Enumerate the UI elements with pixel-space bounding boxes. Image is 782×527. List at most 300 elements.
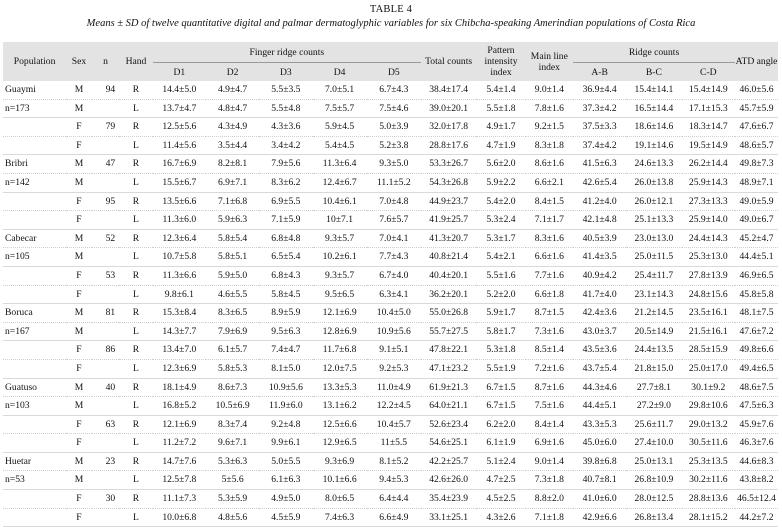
value-cell: 7.1±5.9	[259, 211, 312, 230]
population-cell: Guaymi	[3, 81, 66, 99]
sex-cell: M	[66, 99, 92, 118]
population-cell: Huetar	[3, 452, 66, 471]
value-cell: 30.2±11.6	[682, 471, 735, 490]
population-cell	[3, 192, 66, 211]
header-d1: D1	[153, 63, 206, 82]
value-cell: 9.1±5.1	[367, 341, 421, 360]
value-cell: 8.7±1.5	[526, 304, 573, 323]
n-cell: 81	[92, 304, 119, 323]
value-cell: 11.3±6.0	[153, 211, 206, 230]
value-cell: 4.5±5.9	[259, 508, 312, 527]
table-row	[3, 322, 778, 341]
value-cell: 49.8±6.6	[735, 341, 778, 360]
value-cell: 4.6±5.5	[206, 285, 259, 304]
n-cell: 95	[92, 192, 119, 211]
value-cell: 41.7±4.0	[573, 285, 626, 304]
value-cell: 11.0±4.9	[367, 378, 421, 397]
value-cell: 5.9±6.3	[206, 211, 259, 230]
hand-cell: L	[119, 248, 153, 267]
value-cell: 49.8±7.3	[735, 155, 778, 174]
value-cell: 9.0±1.4	[526, 81, 573, 99]
value-cell: 11.3±6.6	[153, 266, 206, 285]
value-cell: 12.1±6.9	[313, 304, 367, 323]
table-row	[3, 155, 778, 174]
value-cell: 8.0±6.5	[313, 490, 367, 509]
hand-cell: L	[119, 471, 153, 490]
value-cell: 25.1±13.3	[626, 211, 681, 230]
sex-cell: F	[66, 341, 92, 360]
table-row	[3, 211, 778, 230]
population-cell: n=53	[3, 471, 66, 490]
value-cell: 10.4±6.1	[313, 192, 367, 211]
sex-cell: F	[66, 415, 92, 434]
header-hand: Hand	[119, 42, 153, 81]
n-cell	[92, 173, 119, 192]
value-cell: 49.0±6.7	[735, 211, 778, 230]
value-cell: 40.8±21.4	[421, 248, 476, 267]
sex-cell: M	[66, 155, 92, 174]
value-cell: 46.3±7.6	[735, 434, 778, 453]
n-cell: 30	[92, 490, 119, 509]
value-cell: 7.2±1.6	[526, 359, 573, 378]
value-cell: 37.3±4.2	[573, 99, 626, 118]
value-cell: 6.9±1.6	[526, 434, 573, 453]
header-d5: D5	[367, 63, 421, 82]
header-bc: B-C	[626, 63, 681, 82]
hand-cell: L	[119, 285, 153, 304]
value-cell: 15.3±8.4	[153, 304, 206, 323]
value-cell: 4.7±1.9	[476, 136, 525, 155]
value-cell: 38.4±17.4	[421, 81, 476, 99]
value-cell: 20.5±14.9	[626, 322, 681, 341]
header-ridge-counts: Ridge counts	[573, 42, 735, 63]
value-cell: 6.6±1.8	[526, 285, 573, 304]
table-row	[3, 508, 778, 527]
value-cell: 41.9±25.7	[421, 211, 476, 230]
table-title: TABLE 4	[369, 4, 413, 15]
value-cell: 5.5±3.5	[259, 81, 312, 99]
value-cell: 7.7±1.6	[526, 266, 573, 285]
value-cell: 9.3±5.0	[367, 155, 421, 174]
value-cell: 23.0±13.0	[626, 229, 681, 248]
value-cell: 10.0±6.8	[153, 508, 206, 527]
table-row	[3, 285, 778, 304]
value-cell: 4.8±4.7	[206, 99, 259, 118]
value-cell: 8.4±1.5	[526, 192, 573, 211]
value-cell: 8.3±6.5	[206, 304, 259, 323]
value-cell: 13.4±7.0	[153, 341, 206, 360]
value-cell: 9.9±6.1	[259, 434, 312, 453]
header-n: n	[92, 42, 119, 81]
value-cell: 33.1±25.1	[421, 508, 476, 527]
value-cell: 44.4±5.1	[735, 248, 778, 267]
value-cell: 24.8±15.6	[682, 285, 735, 304]
value-cell: 6.1±5.7	[206, 341, 259, 360]
value-cell: 12.0±7.5	[313, 359, 367, 378]
hand-cell: L	[119, 359, 153, 378]
value-cell: 7.4±4.7	[259, 341, 312, 360]
table-row	[3, 471, 778, 490]
value-cell: 37.4±4.2	[573, 136, 626, 155]
value-cell: 8.2±8.1	[206, 155, 259, 174]
value-cell: 4.5±2.5	[476, 490, 525, 509]
value-cell: 7.5±1.6	[526, 397, 573, 416]
value-cell: 5.8±4.5	[259, 285, 312, 304]
value-cell: 5.1±2.4	[476, 452, 525, 471]
value-cell: 28.8±17.6	[421, 136, 476, 155]
value-cell: 46.0±5.6	[735, 81, 778, 99]
value-cell: 8.1±5.2	[367, 452, 421, 471]
value-cell: 43.3±5.3	[573, 415, 626, 434]
hand-cell: R	[119, 192, 153, 211]
data-table	[3, 42, 778, 527]
value-cell: 5.8±5.4	[206, 229, 259, 248]
header-ab: A-B	[573, 63, 626, 82]
value-cell: 10.1±6.6	[313, 471, 367, 490]
value-cell: 9.2±1.5	[526, 118, 573, 137]
population-cell	[3, 341, 66, 360]
value-cell: 7.0±4.1	[367, 229, 421, 248]
value-cell: 35.4±23.9	[421, 490, 476, 509]
n-cell: 40	[92, 378, 119, 397]
value-cell: 6.4±4.4	[367, 490, 421, 509]
value-cell: 7.6±5.7	[367, 211, 421, 230]
value-cell: 42.6±5.4	[573, 173, 626, 192]
population-cell	[3, 118, 66, 137]
n-cell	[92, 471, 119, 490]
value-cell: 24.6±13.3	[626, 155, 681, 174]
value-cell: 45.7±5.9	[735, 99, 778, 118]
value-cell: 49.0±5.9	[735, 192, 778, 211]
value-cell: 5.3±1.8	[476, 341, 525, 360]
value-cell: 27.8±13.9	[682, 266, 735, 285]
value-cell: 10±7.1	[313, 211, 367, 230]
population-cell: Cabecar	[3, 229, 66, 248]
value-cell: 14.4±5.0	[153, 81, 206, 99]
value-cell: 61.9±21.3	[421, 378, 476, 397]
value-cell: 8.1±5.0	[259, 359, 312, 378]
value-cell: 45.0±6.0	[573, 434, 626, 453]
value-cell: 12.5±6.6	[313, 415, 367, 434]
value-cell: 8.9±5.9	[259, 304, 312, 323]
value-cell: 7.3±1.6	[526, 322, 573, 341]
value-cell: 7.0±5.1	[313, 81, 367, 99]
value-cell: 8.4±1.4	[526, 415, 573, 434]
population-cell	[3, 359, 66, 378]
value-cell: 44.4±5.1	[573, 397, 626, 416]
value-cell: 7.9±5.6	[259, 155, 312, 174]
value-cell: 23.5±16.1	[682, 304, 735, 323]
hand-cell: R	[119, 81, 153, 99]
value-cell: 25.4±11.7	[626, 266, 681, 285]
population-cell	[3, 136, 66, 155]
sex-cell: F	[66, 136, 92, 155]
value-cell: 7.3±1.8	[526, 471, 573, 490]
population-cell	[3, 434, 66, 453]
value-cell: 5.5±4.8	[259, 99, 312, 118]
value-cell: 25.0±13.1	[626, 452, 681, 471]
value-cell: 5.9±2.2	[476, 173, 525, 192]
value-cell: 18.1±4.9	[153, 378, 206, 397]
value-cell: 7.1±1.8	[526, 508, 573, 527]
value-cell: 30.5±11.6	[682, 434, 735, 453]
population-cell: n=103	[3, 397, 66, 416]
n-cell: 86	[92, 341, 119, 360]
value-cell: 11.7±6.8	[313, 341, 367, 360]
sex-cell: M	[66, 173, 92, 192]
value-cell: 36.2±20.1	[421, 285, 476, 304]
value-cell: 29.0±13.2	[682, 415, 735, 434]
value-cell: 13.3±5.3	[313, 378, 367, 397]
value-cell: 54.6±25.1	[421, 434, 476, 453]
value-cell: 39.0±20.1	[421, 99, 476, 118]
table-row	[3, 378, 778, 397]
value-cell: 10.9±5.6	[367, 322, 421, 341]
value-cell: 42.6±26.0	[421, 471, 476, 490]
value-cell: 3.5±4.4	[206, 136, 259, 155]
value-cell: 5.0±3.9	[367, 118, 421, 137]
n-cell: 79	[92, 118, 119, 137]
value-cell: 12.5±7.8	[153, 471, 206, 490]
hand-cell: L	[119, 322, 153, 341]
value-cell: 7.8±1.6	[526, 99, 573, 118]
value-cell: 8.3±7.4	[206, 415, 259, 434]
value-cell: 45.8±5.8	[735, 285, 778, 304]
value-cell: 41.4±3.5	[573, 248, 626, 267]
value-cell: 47.8±22.1	[421, 341, 476, 360]
header-d2: D2	[206, 63, 259, 82]
population-cell	[3, 415, 66, 434]
value-cell: 26.0±13.8	[626, 173, 681, 192]
value-cell: 46.5±12.4	[735, 490, 778, 509]
value-cell: 5.5±1.8	[476, 99, 525, 118]
value-cell: 5.8±1.7	[476, 322, 525, 341]
value-cell: 7.7±4.3	[367, 248, 421, 267]
population-cell	[3, 211, 66, 230]
value-cell: 26.8±10.9	[626, 471, 681, 490]
value-cell: 12.3±6.9	[153, 359, 206, 378]
sex-cell: F	[66, 490, 92, 509]
sex-cell: M	[66, 81, 92, 99]
header-sex: Sex	[66, 42, 92, 81]
value-cell: 19.1±14.6	[626, 136, 681, 155]
value-cell: 6.6±2.1	[526, 173, 573, 192]
value-cell: 11.1±5.2	[367, 173, 421, 192]
value-cell: 24.4±14.3	[682, 229, 735, 248]
value-cell: 11.2±7.2	[153, 434, 206, 453]
value-cell: 6.6±1.6	[526, 248, 573, 267]
population-cell: n=167	[3, 322, 66, 341]
value-cell: 27.4±10.0	[626, 434, 681, 453]
value-cell: 48.1±7.5	[735, 304, 778, 323]
n-cell	[92, 248, 119, 267]
n-cell	[92, 359, 119, 378]
value-cell: 12.3±6.4	[153, 229, 206, 248]
hand-cell: R	[119, 118, 153, 137]
value-cell: 5.9±1.7	[476, 304, 525, 323]
value-cell: 8.3±6.2	[259, 173, 312, 192]
n-cell	[92, 211, 119, 230]
value-cell: 44.9±23.7	[421, 192, 476, 211]
value-cell: 4.3±4.9	[206, 118, 259, 137]
value-cell: 41.2±4.0	[573, 192, 626, 211]
hand-cell: L	[119, 211, 153, 230]
value-cell: 5±5.6	[206, 471, 259, 490]
value-cell: 10.4±5.7	[367, 415, 421, 434]
population-cell: n=105	[3, 248, 66, 267]
hand-cell: R	[119, 452, 153, 471]
value-cell: 9.5±6.5	[313, 285, 367, 304]
value-cell: 15.4±14.9	[682, 81, 735, 99]
population-cell	[3, 285, 66, 304]
hand-cell: R	[119, 415, 153, 434]
value-cell: 36.9±4.4	[573, 81, 626, 99]
value-cell: 7.5±5.7	[313, 99, 367, 118]
value-cell: 19.5±14.9	[682, 136, 735, 155]
value-cell: 40.5±3.9	[573, 229, 626, 248]
value-cell: 26.0±12.1	[626, 192, 681, 211]
value-cell: 7.1±1.7	[526, 211, 573, 230]
table-row	[3, 99, 778, 118]
value-cell: 25.0±11.5	[626, 248, 681, 267]
value-cell: 13.1±6.2	[313, 397, 367, 416]
value-cell: 27.3±13.3	[682, 192, 735, 211]
table-row	[3, 434, 778, 453]
sex-cell: F	[66, 118, 92, 137]
hand-cell: R	[119, 266, 153, 285]
value-cell: 11.9±6.0	[259, 397, 312, 416]
value-cell: 12.2±4.5	[367, 397, 421, 416]
sex-cell: F	[66, 285, 92, 304]
value-cell: 10.9±5.6	[259, 378, 312, 397]
value-cell: 18.6±14.6	[626, 118, 681, 137]
population-cell	[3, 266, 66, 285]
value-cell: 9.6±7.1	[206, 434, 259, 453]
sex-cell: M	[66, 397, 92, 416]
value-cell: 5.3±6.3	[206, 452, 259, 471]
value-cell: 5.4±2.1	[476, 248, 525, 267]
value-cell: 27.2±9.0	[626, 397, 681, 416]
value-cell: 11.1±7.3	[153, 490, 206, 509]
value-cell: 8.6±1.6	[526, 155, 573, 174]
header-cd: C-D	[682, 63, 735, 82]
value-cell: 42.4±3.6	[573, 304, 626, 323]
population-cell: Boruca	[3, 304, 66, 323]
value-cell: 5.3±5.9	[206, 490, 259, 509]
value-cell: 7.5±4.6	[367, 99, 421, 118]
n-cell: 53	[92, 266, 119, 285]
hand-cell: R	[119, 229, 153, 248]
value-cell: 47.6±6.7	[735, 118, 778, 137]
value-cell: 44.2±7.2	[735, 508, 778, 527]
value-cell: 13.7±4.7	[153, 99, 206, 118]
value-cell: 4.3±2.6	[476, 508, 525, 527]
value-cell: 16.8±5.2	[153, 397, 206, 416]
value-cell: 6.5±5.4	[259, 248, 312, 267]
value-cell: 25.6±11.7	[626, 415, 681, 434]
value-cell: 5.8±5.1	[206, 248, 259, 267]
value-cell: 46.9±6.5	[735, 266, 778, 285]
value-cell: 5.4±1.4	[476, 81, 525, 99]
value-cell: 42.1±4.8	[573, 211, 626, 230]
sex-cell: M	[66, 322, 92, 341]
value-cell: 9.2±5.3	[367, 359, 421, 378]
value-cell: 24.4±13.5	[626, 341, 681, 360]
value-cell: 12.8±6.9	[313, 322, 367, 341]
value-cell: 11±5.5	[367, 434, 421, 453]
value-cell: 48.6±5.7	[735, 136, 778, 155]
value-cell: 17.1±15.3	[682, 99, 735, 118]
value-cell: 4.9±1.7	[476, 118, 525, 137]
header-population: Population	[3, 42, 66, 81]
value-cell: 43.0±3.7	[573, 322, 626, 341]
table-row	[3, 248, 778, 267]
value-cell: 8.5±1.4	[526, 341, 573, 360]
value-cell: 54.3±26.8	[421, 173, 476, 192]
value-cell: 15.4±14.1	[626, 81, 681, 99]
value-cell: 30.1±9.2	[682, 378, 735, 397]
value-cell: 44.6±8.3	[735, 452, 778, 471]
n-cell: 47	[92, 155, 119, 174]
value-cell: 6.3±4.1	[367, 285, 421, 304]
header-atd-angle: ATD angle	[735, 42, 778, 81]
value-cell: 5.9±4.5	[313, 118, 367, 137]
value-cell: 12.4±6.7	[313, 173, 367, 192]
sex-cell: F	[66, 359, 92, 378]
value-cell: 6.7±1.5	[476, 397, 525, 416]
value-cell: 9.3±5.7	[313, 229, 367, 248]
table-body	[3, 81, 778, 527]
value-cell: 48.9±7.1	[735, 173, 778, 192]
value-cell: 12.9±6.5	[313, 434, 367, 453]
value-cell: 4.9±4.7	[206, 81, 259, 99]
sex-cell: M	[66, 378, 92, 397]
header-main-line-index: Main line index	[526, 42, 573, 81]
value-cell: 4.8±5.6	[206, 508, 259, 527]
value-cell: 39.8±6.8	[573, 452, 626, 471]
value-cell: 43.8±8.2	[735, 471, 778, 490]
value-cell: 9.3±6.9	[313, 452, 367, 471]
value-cell: 42.9±6.6	[573, 508, 626, 527]
n-cell	[92, 285, 119, 304]
value-cell: 25.9±14.3	[682, 173, 735, 192]
value-cell: 45.9±7.6	[735, 415, 778, 434]
value-cell: 5.3±1.7	[476, 229, 525, 248]
population-cell: n=142	[3, 173, 66, 192]
header-finger-ridge-counts: Finger ridge counts	[153, 42, 421, 63]
value-cell: 8.8±2.0	[526, 490, 573, 509]
value-cell: 32.0±17.8	[421, 118, 476, 137]
table-row	[3, 266, 778, 285]
value-cell: 16.5±14.4	[626, 99, 681, 118]
sex-cell: M	[66, 229, 92, 248]
value-cell: 53.3±26.7	[421, 155, 476, 174]
value-cell: 18.3±14.7	[682, 118, 735, 137]
n-cell: 52	[92, 229, 119, 248]
table-row	[3, 192, 778, 211]
value-cell: 21.8±15.0	[626, 359, 681, 378]
hand-cell: R	[119, 490, 153, 509]
value-cell: 9.2±4.8	[259, 415, 312, 434]
value-cell: 28.5±15.9	[682, 341, 735, 360]
value-cell: 5.8±5.3	[206, 359, 259, 378]
table-row	[3, 452, 778, 471]
value-cell: 45.2±4.7	[735, 229, 778, 248]
population-cell	[3, 490, 66, 509]
value-cell: 7.1±6.8	[206, 192, 259, 211]
value-cell: 40.9±4.2	[573, 266, 626, 285]
table-row	[3, 229, 778, 248]
